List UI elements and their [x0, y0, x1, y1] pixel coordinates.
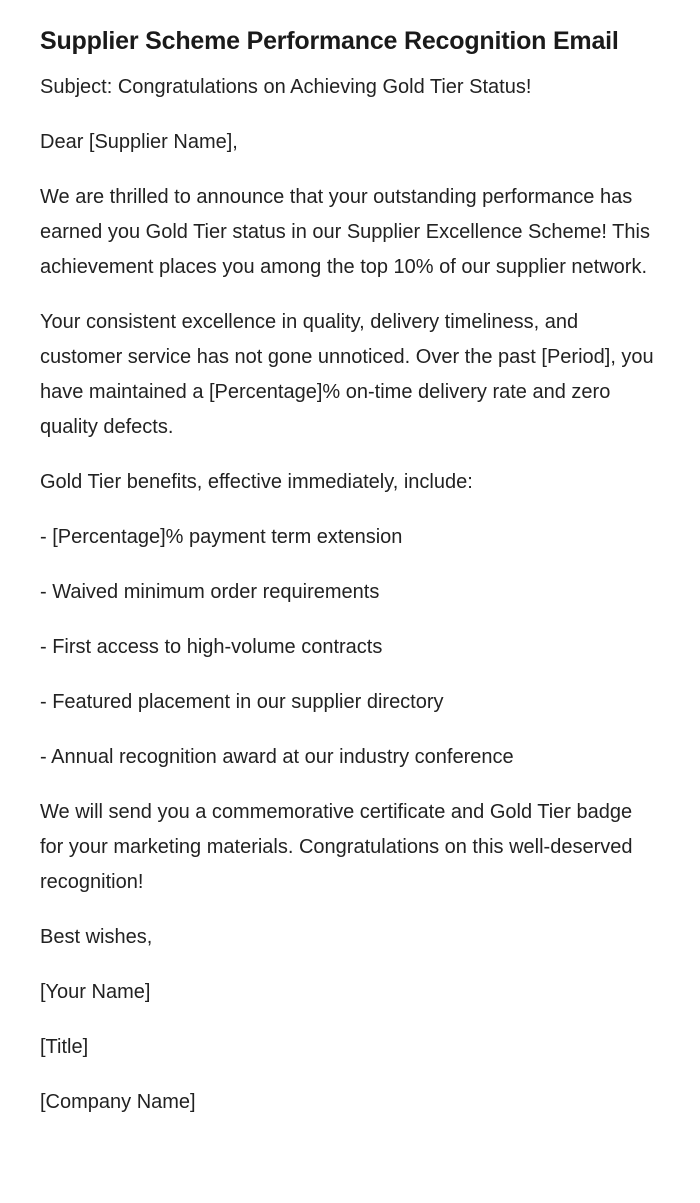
document-title: Supplier Scheme Performance Recognition Email: [40, 27, 619, 55]
benefits-list: [40, 520, 660, 775]
signature-company: [Company Name]: [40, 1091, 196, 1113]
benefit-item: - First access to high-volume contracts: [40, 636, 383, 658]
sign-off: Best wishes,: [40, 926, 153, 948]
body-paragraph-benefits-intro: Gold Tier benefits, effective immediately, include:: [40, 471, 473, 493]
benefit-item: - [Percentage]% payment term extension: [40, 526, 403, 548]
signature-name: [Your Name]: [40, 981, 151, 1003]
benefit-item: - Waived minimum order requirements: [40, 581, 380, 603]
email-greeting: Dear [Supplier Name],: [40, 131, 238, 153]
body-paragraph-performance: Your consistent excellence in quality, delivery timeliness, and customer service has not gone unnoticed. Over the past [Period], you have maintained a [Percentage]% on-time delivery rate and zero quality defects.: [40, 311, 654, 438]
email-subject: Subject: Congratulations on Achieving Gold Tier Status!: [40, 76, 532, 98]
benefit-item: - Featured placement in our supplier directory: [40, 691, 444, 713]
benefit-item: - Annual recognition award at our industry conference: [40, 746, 514, 768]
body-paragraph-announcement: We are thrilled to announce that your outstanding performance has earned you Gold Tier status in our Supplier Excellence Scheme! This achievement places you among the top 10% of our supplier network.: [40, 186, 650, 278]
body-paragraph-closing: We will send you a commemorative certificate and Gold Tier badge for your marketing materials. Congratulations on this well-deserved recognition!: [40, 801, 633, 893]
signature-title: [Title]: [40, 1036, 89, 1058]
